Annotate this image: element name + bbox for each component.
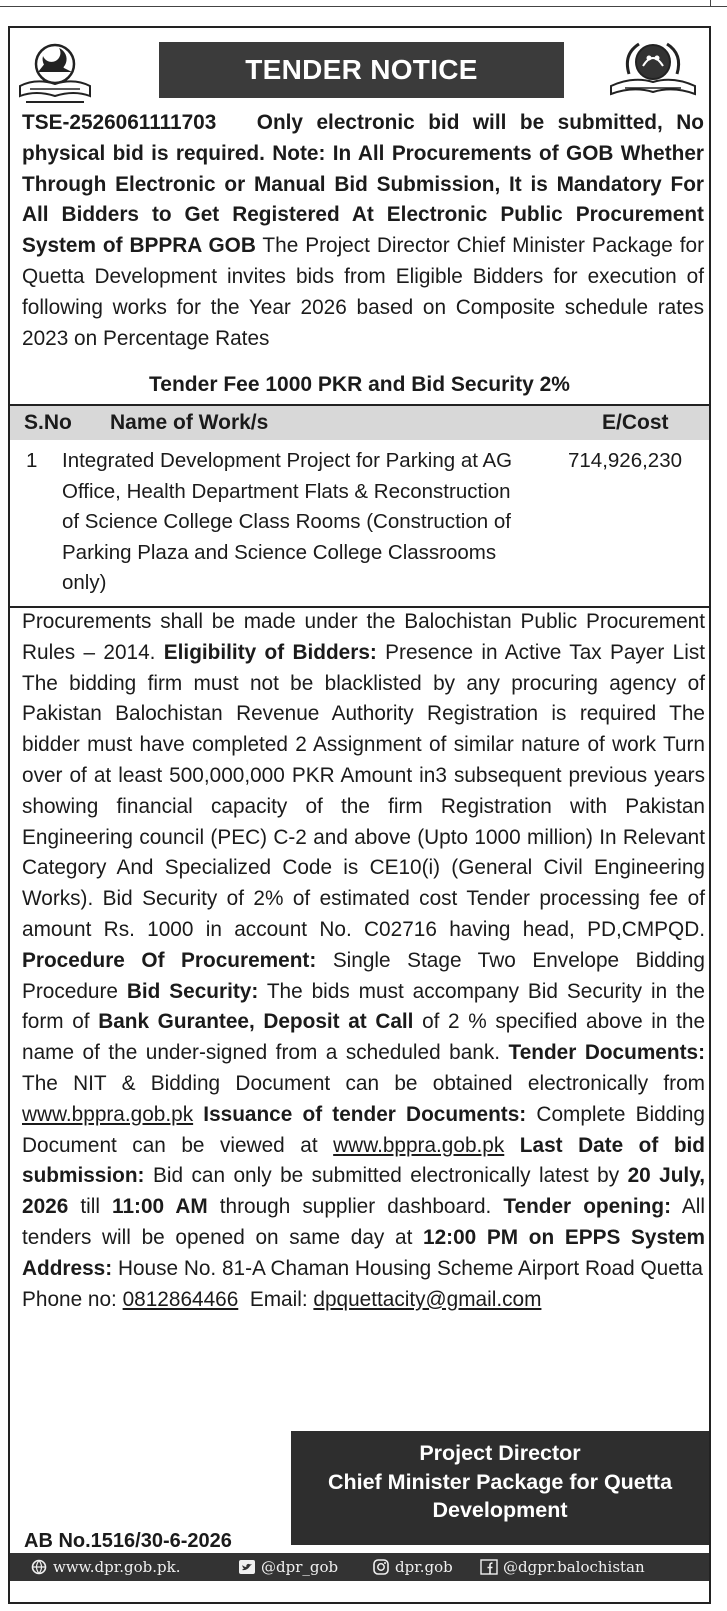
till-text: till	[80, 1195, 100, 1219]
tender-fee-line: Tender Fee 1000 PKR and Bid Security 2%	[149, 373, 570, 396]
eligibility-text: Presence in Active Tax Payer List The bidding firm must not be blacklisted by any procuring agency of Pakistan Balochistan Revenue Authority Registration is required The bidder must have completed 2 Assignment of similar nature of work Turn over of at least 500,000,000 PKR Amount in3 subsequent previous years showing financial capacity of the firm Registration with Pakistan Engineering council (PEC) C-2 and above (Upto 1000 million) In Relevant Category And Specialized Code is CE10(i) (General Civil Engineering Works). Bid Security of 2% of estimated cost Tender processing fee of amount Rs. 1000 in account No. C02716 having head, PD,CMPQD.	[22, 640, 705, 941]
signature-office: Chief Minister Package for Quetta	[327, 1469, 673, 1494]
phone-label: Phone no:	[22, 1287, 117, 1311]
facebook-icon	[480, 1559, 498, 1575]
footer-facebook-text: @dgpr.balochistan	[503, 1558, 645, 1576]
globe-icon	[30, 1559, 48, 1575]
eligibility-heading: Eligibility of Bidders:	[163, 640, 377, 664]
bid-security-text-2: of 2 % specified above in the name of the under-signed from a scheduled bank.	[22, 1010, 706, 1065]
submission-date: 20 July, 2026	[22, 1164, 706, 1219]
footer-twitter[interactable]	[238, 1553, 338, 1581]
footer-web[interactable]	[30, 1553, 180, 1581]
works-table	[10, 404, 709, 608]
page-top-rule	[0, 0, 727, 7]
footer-twitter-text: @dpr_gob	[261, 1558, 339, 1576]
terms-paragraph	[22, 607, 705, 1315]
row-sno: 1	[26, 449, 38, 472]
signature-title: Project Director	[419, 1441, 581, 1465]
footer-bar	[10, 1553, 709, 1581]
procedure-heading: Procedure Of Procurement:	[22, 948, 317, 972]
ab-number: AB No.1516/30-6-2026	[24, 1530, 232, 1552]
intro-text: The Project Director Chief Minister Package for Quetta Development invites bids from Eligible Bidders for execution of following works for the Year 2026 based on Composite schedule rates 2023 on Percentage Rates	[22, 234, 704, 350]
dashboard-text: through supplier dashboard.	[219, 1195, 492, 1219]
page-title: TENDER NOTICE	[159, 42, 564, 98]
opening-time-address-heading: 12:00 PM on EPPS System Address:	[22, 1225, 706, 1280]
top-rule-tick	[710, 0, 711, 6]
issuance-heading: Issuance of tender Documents:	[203, 1102, 527, 1126]
bppra-link-2[interactable]: www.bppra.gob.pk	[333, 1133, 505, 1157]
last-date-heading: Last Date of bid submission:	[22, 1133, 706, 1188]
tender-opening-heading: Tender opening:	[503, 1195, 671, 1219]
email-label: Email:	[249, 1287, 308, 1311]
signature-office-2: Development	[432, 1498, 568, 1522]
header-estimated-cost: E/Cost	[602, 411, 669, 434]
address-text: House No. 81-A Chaman Housing Scheme Airport Road Quetta	[117, 1256, 703, 1280]
bid-security-text: The bids must accompany Bid Security in the form of	[22, 979, 705, 1034]
footer-web-text: www.dpr.gob.pk.	[53, 1558, 181, 1576]
tender-reference: TSE-2526061111703	[22, 111, 217, 134]
bank-guarantee-text: Bank Gurantee, Deposit at Call	[98, 1010, 414, 1034]
table-header	[10, 406, 709, 440]
procedure-text: Single Stage Two Envelope Bidding Procedure	[22, 948, 705, 1003]
instagram-icon	[372, 1559, 390, 1575]
footer-facebook[interactable]	[480, 1553, 645, 1581]
footer-instagram-text: dpr.gob	[395, 1558, 453, 1576]
tender-opening-text: All tenders will be opened on same day at	[22, 1195, 706, 1249]
bid-security-heading: Bid Security:	[126, 979, 259, 1003]
intro-bold-note: Only electronic bid will be submitted, No physical bid is required. Note: In All Procurements of GOB Whether Through Electronic or Manual Bid Submission, It is Mandatory For All Bidders to Get Registered At Electronic Public Procurement System of BPPRA GOB	[22, 111, 704, 258]
notice-header	[10, 30, 709, 108]
footer-instagram[interactable]	[372, 1553, 453, 1581]
bppra-link[interactable]: www.bppra.gob.pk	[22, 1102, 194, 1126]
procurement-rules-text: Procurements shall be made under the Balochistan Public Procurement Rules – 2014.	[22, 610, 705, 664]
tender-documents-text: The NIT & Bidding Document can be obtained electronically from	[22, 1071, 705, 1095]
signature-block	[291, 1431, 709, 1545]
header-sno: S.No	[24, 411, 72, 434]
header-name-of-work: Name of Work/s	[110, 411, 269, 434]
twitter-icon	[238, 1559, 256, 1575]
balochistan-emblem-icon	[16, 38, 94, 106]
last-date-text: Bid can only be submitted electronically latest by	[152, 1164, 620, 1188]
intro-paragraph	[22, 108, 704, 354]
issuance-text: Complete Bidding Document can be viewed at	[22, 1102, 705, 1157]
row-work-name: Integrated Development Project for Parking at AG Office, Health Department Flats & Reconstruction of Science College Class Rooms (Construction of Parking Plaza and Science College Classrooms only)	[62, 449, 513, 594]
phone-number[interactable]: 0812864466	[122, 1287, 239, 1311]
email-link[interactable]: dpquettacity@gmail.com	[313, 1287, 542, 1311]
tender-documents-heading: Tender Documents:	[508, 1041, 705, 1065]
dgpr-seal-icon	[605, 36, 701, 102]
row-estimated-cost: 714,926,230	[568, 449, 683, 472]
submission-time: 11:00 AM	[112, 1195, 208, 1219]
